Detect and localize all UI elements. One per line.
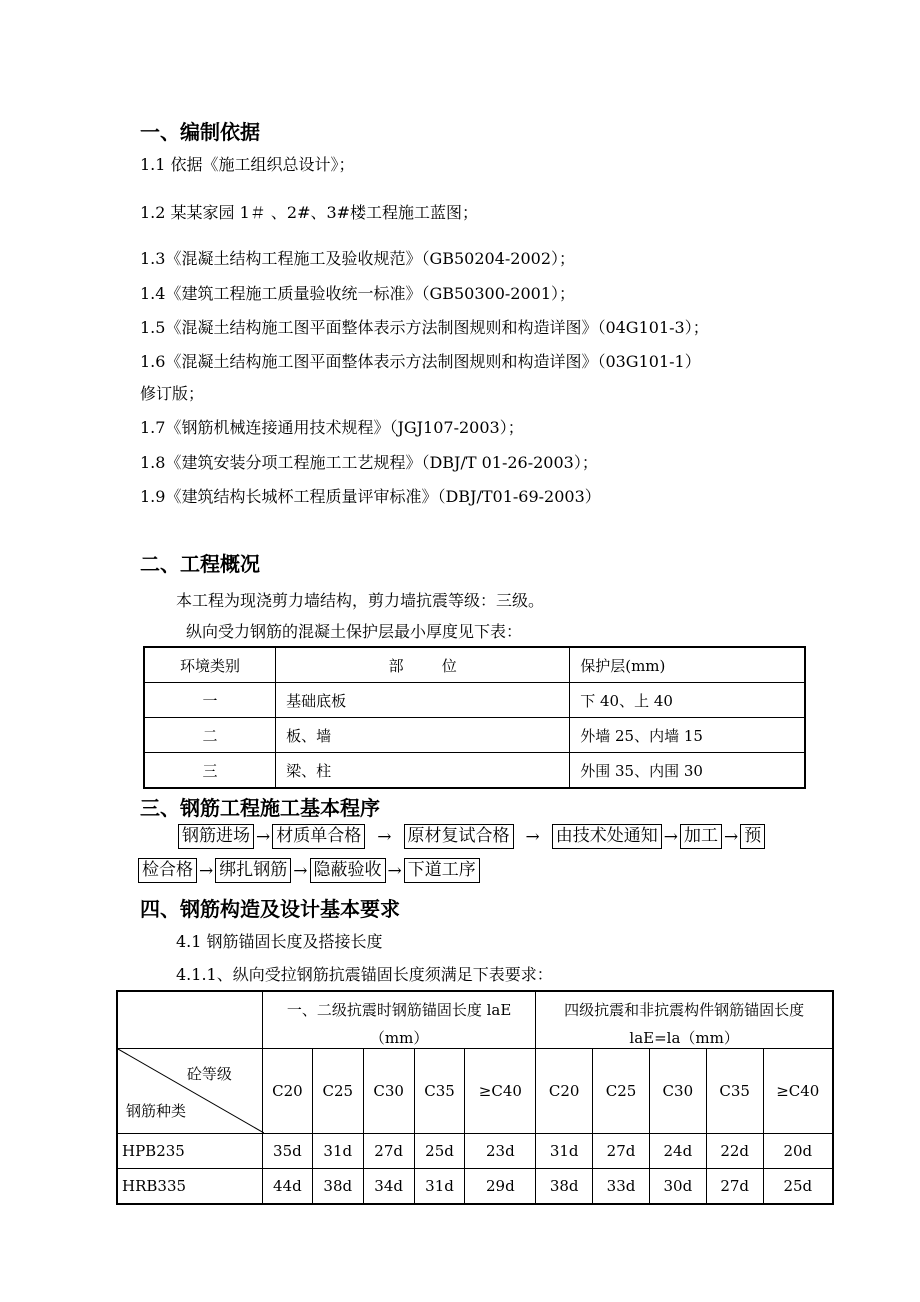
table-cell: 27d	[363, 1134, 414, 1169]
group-header-cell: 四级抗震和非抗震构件钢筋锚固长度	[536, 991, 833, 1026]
blank-corner-cell	[117, 991, 262, 1049]
table-cell: 35d	[262, 1134, 312, 1169]
process-step: 绑扎钢筋	[215, 858, 291, 883]
table-cell: 二	[144, 718, 276, 753]
process-step: 检合格	[138, 858, 197, 883]
table-grade-row	[117, 1049, 833, 1134]
table-cell: 板、墙	[276, 718, 570, 753]
diagonal-header-cell	[117, 1049, 262, 1134]
anchorage-length-table	[116, 990, 834, 1205]
basis-item: 1.4《建筑工程施工质量验收统一标准》（GB50300-2001）；	[140, 284, 576, 303]
section2-heading: 二、工程概况	[140, 552, 260, 576]
arrow-icon: →	[724, 826, 739, 847]
grade-header-cell: ≥C40	[465, 1049, 536, 1134]
table-cell: 27d	[706, 1169, 763, 1205]
table-cell: 20d	[763, 1134, 833, 1169]
table-cell: 44d	[262, 1169, 312, 1205]
grade-header-cell: C25	[593, 1049, 650, 1134]
arrow-icon: →	[525, 826, 540, 847]
process-step: 加工	[680, 824, 722, 849]
basis-item: 1.7《钢筋机械连接通用技术规程》（JGJ107-2003）；	[140, 418, 524, 437]
table-cell: 三	[144, 753, 276, 789]
table-cell: 外围 35、内围 30	[570, 753, 805, 789]
grade-header-cell: C20	[262, 1049, 312, 1134]
table-cell: 34d	[363, 1169, 414, 1205]
table-cell: 38d	[312, 1169, 363, 1205]
group-unit-cell: （mm）	[262, 1026, 535, 1049]
table-cell: 下 40、上 40	[570, 683, 805, 718]
basis-item: 1.6《混凝土结构施工图平面整体表示方法制图规则和构造详图》（03G101-1）	[140, 352, 701, 371]
table-header-cell: 部 位	[276, 647, 570, 683]
process-step: 隐蔽验收	[310, 858, 386, 883]
subsubsection-heading: 4.1.1、纵向受拉钢筋抗震锚固长度须满足下表要求：	[176, 965, 553, 984]
table-cell: 25d	[763, 1169, 833, 1205]
arrow-icon: →	[293, 860, 308, 881]
grade-header-cell: ≥C40	[763, 1049, 833, 1134]
table-cell: 25d	[414, 1134, 465, 1169]
basis-item: 1.9《建筑结构长城杯工程质量评审标准》（DBJ/T01-69-2003）	[140, 487, 601, 506]
section4-heading: 四、钢筋构造及设计基本要求	[140, 897, 400, 921]
diagonal-bottom-label: 钢筋种类	[126, 1102, 187, 1120]
table-cell: 27d	[593, 1134, 650, 1169]
arrow-icon: →	[199, 860, 214, 881]
table-cell: 24d	[649, 1134, 706, 1169]
grade-header-cell: C35	[706, 1049, 763, 1134]
table-cell: 31d	[536, 1134, 593, 1169]
grade-header-cell: C25	[312, 1049, 363, 1134]
table-header-cell: 环境类别	[144, 647, 276, 683]
process-flow-line2	[138, 858, 480, 883]
table-header-cell: 保护层(mm)	[570, 647, 805, 683]
table-cell: 外墙 25、内墙 15	[570, 718, 805, 753]
table-row	[144, 718, 805, 753]
table-cell: 38d	[536, 1169, 593, 1205]
grade-header-cell: C30	[363, 1049, 414, 1134]
section1-heading: 一、编制依据	[140, 120, 260, 144]
table-row	[144, 753, 805, 789]
table-cell: 梁、柱	[276, 753, 570, 789]
diagonal-top-label: 砼等级	[186, 1065, 232, 1083]
basis-item: 1.8《建筑安装分项工程施工工艺规程》（DBJ/T 01-26-2003）；	[140, 453, 598, 472]
grade-header-cell: C20	[536, 1049, 593, 1134]
table-cell: 一	[144, 683, 276, 718]
cover-table-caption: 纵向受力钢筋的混凝土保护层最小厚度见下表：	[186, 622, 523, 641]
overview-paragraph: 本工程为现浇剪力墙结构，剪力墙抗震等级：三级。	[176, 591, 545, 610]
rebar-type-cell: HPB235	[117, 1134, 262, 1169]
process-step: 钢筋进场	[178, 824, 254, 849]
table-cell: 29d	[465, 1169, 536, 1205]
grade-header-cell: C30	[649, 1049, 706, 1134]
subsection-heading: 4.1 钢筋锚固长度及搭接长度	[176, 932, 383, 951]
basis-item: 1.1 依据《施工组织总设计》；	[140, 155, 355, 174]
cover-thickness-table	[143, 646, 806, 789]
arrow-icon: →	[377, 826, 392, 847]
basis-item: 1.5《混凝土结构施工图平面整体表示方法制图规则和构造详图》（04G101-3）；	[140, 318, 709, 337]
process-step: 预	[740, 824, 765, 849]
table-row	[144, 683, 805, 718]
table-cell: 31d	[414, 1169, 465, 1205]
table-cell: 22d	[706, 1134, 763, 1169]
grade-header-cell: C35	[414, 1049, 465, 1134]
table-cell: 33d	[593, 1169, 650, 1205]
process-step: 材质单合格	[272, 824, 365, 849]
table-row	[117, 1169, 833, 1205]
arrow-icon: →	[387, 860, 402, 881]
arrow-icon: →	[663, 826, 678, 847]
basis-item-continued: 修订版；	[140, 384, 205, 403]
basis-item: 1.2 某某家园 1＃ 、2#、3#楼工程施工蓝图；	[140, 203, 479, 222]
table-cell: 23d	[465, 1134, 536, 1169]
process-step: 下道工序	[404, 858, 480, 883]
process-step: 由技术处通知	[552, 824, 662, 849]
table-cell: 31d	[312, 1134, 363, 1169]
table-cell: 30d	[649, 1169, 706, 1205]
process-flow-line1	[178, 824, 765, 849]
group-unit-cell: laE=la（mm）	[536, 1026, 833, 1049]
table-header-row	[144, 647, 805, 683]
table-group-header-row	[117, 991, 833, 1026]
rebar-type-cell: HRB335	[117, 1169, 262, 1205]
arrow-icon: →	[256, 826, 271, 847]
process-step: 原材复试合格	[404, 824, 514, 849]
group-header-cell: 一、二级抗震时钢筋锚固长度 laE	[262, 991, 535, 1026]
section3-heading: 三、钢筋工程施工基本程序	[140, 796, 380, 820]
table-cell: 基础底板	[276, 683, 570, 718]
table-row	[117, 1134, 833, 1169]
basis-item: 1.3《混凝土结构工程施工及验收规范》（GB50204-2002）；	[140, 249, 576, 268]
